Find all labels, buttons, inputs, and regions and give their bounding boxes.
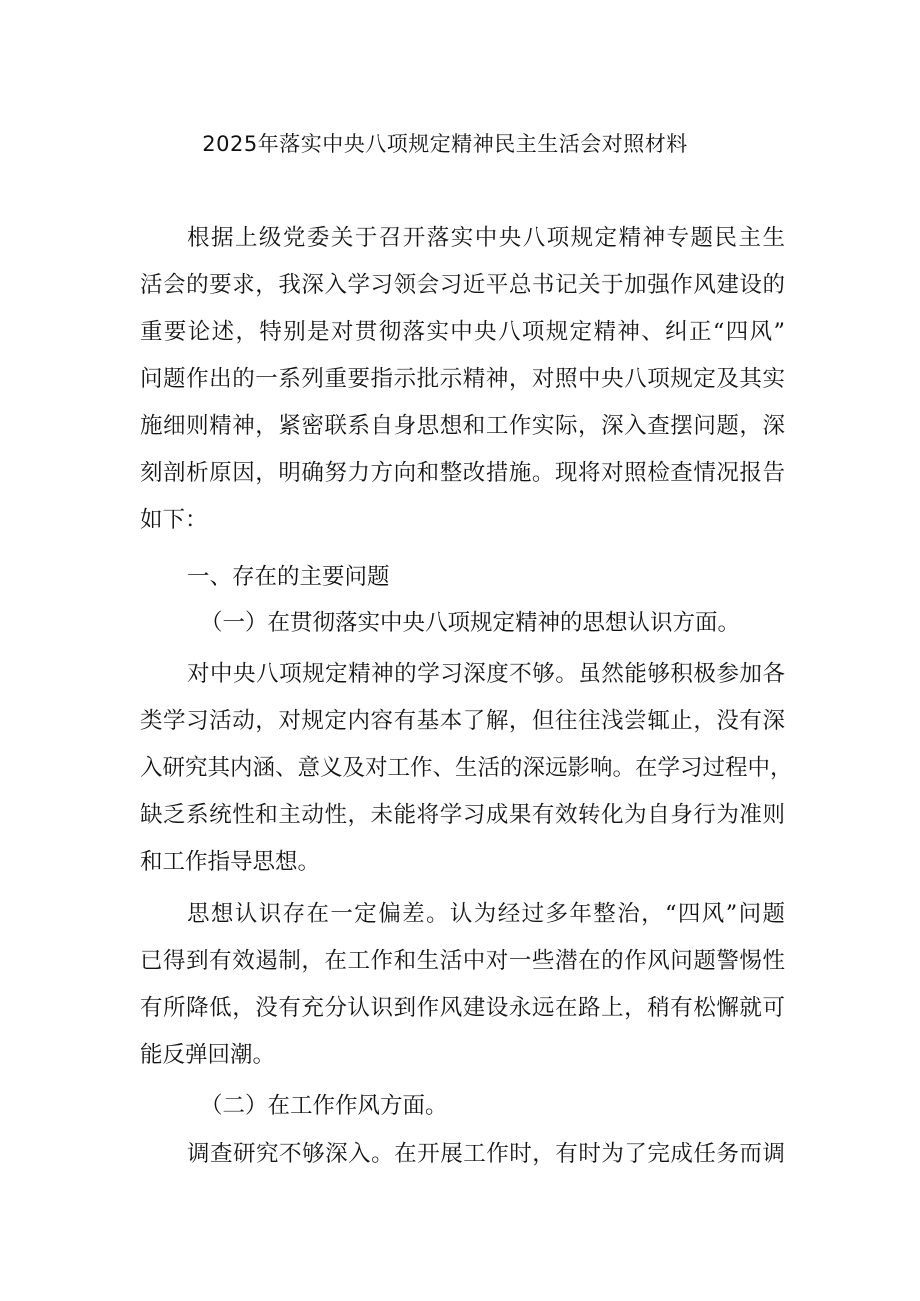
paragraph-line: 类学习活动，对规定内容有基本了解，但往往浅尝辄止，没有深 — [140, 708, 785, 734]
paragraph-line: 已得到有效遏制，在工作和生活中对一些潜在的作风问题警惕性 — [140, 948, 785, 974]
section-heading: 一、存在的主要问题 — [187, 564, 390, 590]
subsection-heading: （一）在贯彻落实中央八项规定精神的思想认识方面。 — [200, 610, 741, 636]
intro-line: 活会的要求，我深入学习领会习近平总书记关于加强作风建设的 — [140, 272, 785, 298]
paragraph-line: 入研究其内涵、意义及对工作、生活的深远影响。在学习过程中， — [140, 755, 793, 781]
intro-line: 问题作出的一系列重要指示批示精神，对照中央八项规定及其实 — [140, 366, 785, 392]
paragraph-line: 有所降低，没有充分认识到作风建设永远在路上，稍有松懈就可 — [140, 995, 785, 1021]
paragraph-line: 能反弹回潮。 — [140, 1042, 276, 1068]
intro-line: 刻剖析原因，明确努力方向和整改措施。现将对照检查情况报告 — [140, 460, 785, 486]
subsection-heading: （二）在工作作风方面。 — [200, 1093, 448, 1119]
paragraph-line: 和工作指导思想。 — [140, 849, 321, 875]
paragraph-line: 调查研究不够深入。在开展工作时，有时为了完成任务而调 — [187, 1141, 785, 1167]
paragraph-line: 思想认识存在一定偏差。认为经过多年整治，“四风”问题 — [187, 901, 785, 927]
intro-line: 重要论述，特别是对贯彻落实中央八项规定精神、纠正“四风” — [140, 319, 785, 345]
paragraph-line: 对中央八项规定精神的学习深度不够。虽然能够积极参加各 — [187, 661, 785, 687]
intro-line: 根据上级党委关于召开落实中央八项规定精神专题民主生 — [187, 225, 785, 251]
paragraph-line: 缺乏系统性和主动性，未能将学习成果有效转化为自身行为准则 — [140, 802, 785, 828]
intro-line: 如下： — [140, 507, 208, 533]
document-title: 2025年落实中央八项规定精神民主生活会对照材料 — [202, 132, 688, 156]
intro-line: 施细则精神，紧密联系自身思想和工作实际，深入查摆问题，深 — [140, 413, 785, 439]
